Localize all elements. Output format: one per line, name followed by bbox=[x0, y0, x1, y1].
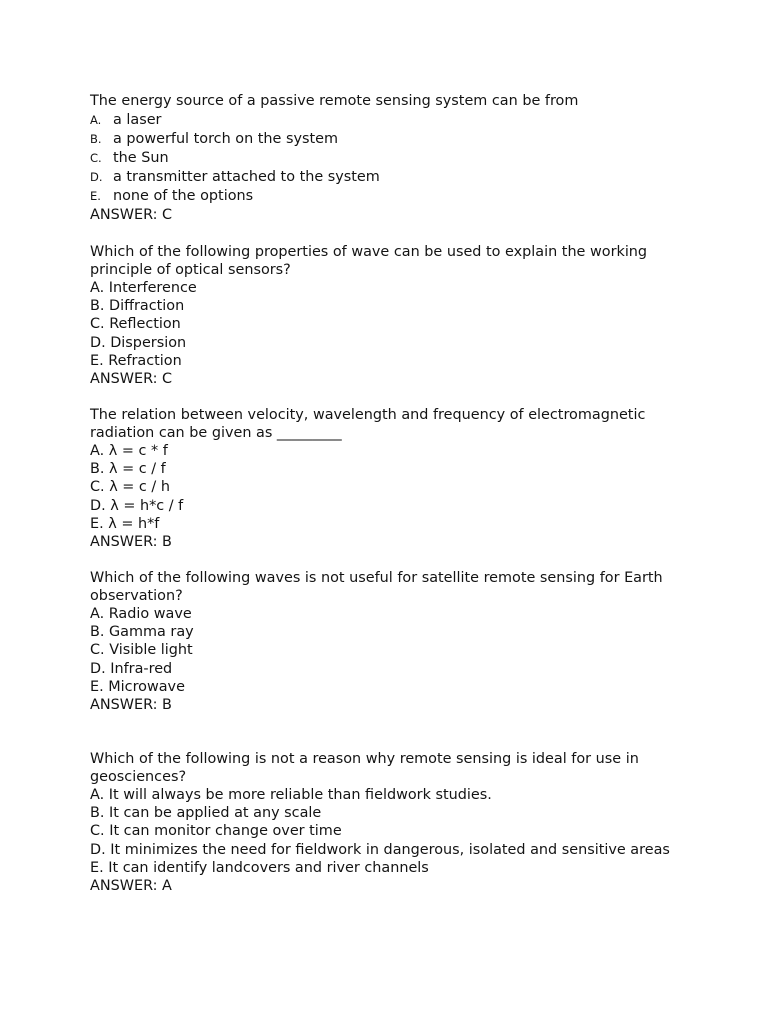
question-3-stem: The relation between velocity, wavelength and frequency of electromagnetic radiation can be given as _________ bbox=[90, 407, 646, 442]
question-4-option-c: C. Visible light bbox=[90, 642, 193, 659]
question-1 bbox=[90, 92, 690, 225]
question-1-option-a bbox=[90, 111, 690, 130]
question-2-stem: Which of the following properties of wave can be used to explain the working principle of optical sensors? bbox=[90, 244, 648, 278]
question-4-option-e: E. Microwave bbox=[90, 678, 185, 695]
question-3 bbox=[90, 406, 690, 551]
question-3-option-c: C. λ = c / h bbox=[90, 479, 170, 496]
option-text: a laser bbox=[113, 112, 162, 128]
question-4-option-d: D. Infra-red bbox=[90, 660, 173, 677]
option-letter: B. bbox=[90, 132, 102, 146]
question-1-option-b bbox=[90, 130, 690, 149]
question-5 bbox=[90, 750, 690, 895]
question-3-option-b: B. λ = c / f bbox=[90, 461, 166, 478]
question-1-stem: The energy source of a passive remote sensing system can be from bbox=[90, 93, 579, 109]
question-4-stem: Which of the following waves is not useful for satellite remote sensing for Earth observation? bbox=[90, 570, 663, 605]
question-5-option-c: C. It can monitor change over time bbox=[90, 823, 342, 840]
document-page bbox=[90, 92, 690, 895]
question-2-option-c: C. Reflection bbox=[90, 316, 181, 333]
question-1-answer: ANSWER: C bbox=[90, 207, 173, 223]
question-2-option-e: E. Refraction bbox=[90, 352, 182, 369]
question-4 bbox=[90, 569, 690, 714]
option-letter: D. bbox=[90, 170, 103, 184]
option-letter: A. bbox=[90, 113, 102, 127]
question-1-option-c bbox=[90, 149, 690, 168]
question-5-option-a: A. It will always be more reliable than fieldwork studies. bbox=[90, 787, 492, 804]
question-3-answer: ANSWER: B bbox=[90, 534, 172, 551]
question-2-answer: ANSWER: C bbox=[90, 371, 173, 388]
option-letter: E. bbox=[90, 189, 101, 203]
question-4-option-b: B. Gamma ray bbox=[90, 624, 194, 641]
question-3-option-e: E. λ = h*f bbox=[90, 515, 160, 532]
question-1-options bbox=[90, 111, 690, 206]
question-1-option-e bbox=[90, 187, 690, 206]
question-4-option-a: A. Radio wave bbox=[90, 606, 192, 623]
option-text: a powerful torch on the system bbox=[113, 131, 339, 147]
option-text: none of the options bbox=[113, 188, 254, 204]
question-2 bbox=[90, 243, 690, 388]
option-letter: C. bbox=[90, 151, 102, 165]
option-text: the Sun bbox=[113, 150, 169, 166]
question-2-option-a: A. Interference bbox=[90, 280, 197, 296]
question-5-answer: ANSWER: A bbox=[90, 878, 172, 895]
question-2-option-b: B. Diffraction bbox=[90, 298, 185, 315]
question-1-option-d bbox=[90, 168, 690, 187]
question-5-option-b: B. It can be applied at any scale bbox=[90, 805, 322, 822]
question-5-option-e: E. It can identify landcovers and river channels bbox=[90, 859, 429, 876]
question-4-answer: ANSWER: B bbox=[90, 697, 172, 714]
question-3-option-a: A. λ = c * f bbox=[90, 443, 168, 460]
question-2-option-d: D. Dispersion bbox=[90, 334, 187, 351]
question-5-option-d: D. It minimizes the need for fieldwork in dangerous, isolated and sensitive areas bbox=[90, 841, 670, 858]
question-5-stem: Which of the following is not a reason why remote sensing is ideal for use in geosciences? bbox=[90, 751, 639, 786]
question-3-option-d: D. λ = h*c / f bbox=[90, 497, 184, 514]
option-text: a transmitter attached to the system bbox=[113, 169, 380, 185]
